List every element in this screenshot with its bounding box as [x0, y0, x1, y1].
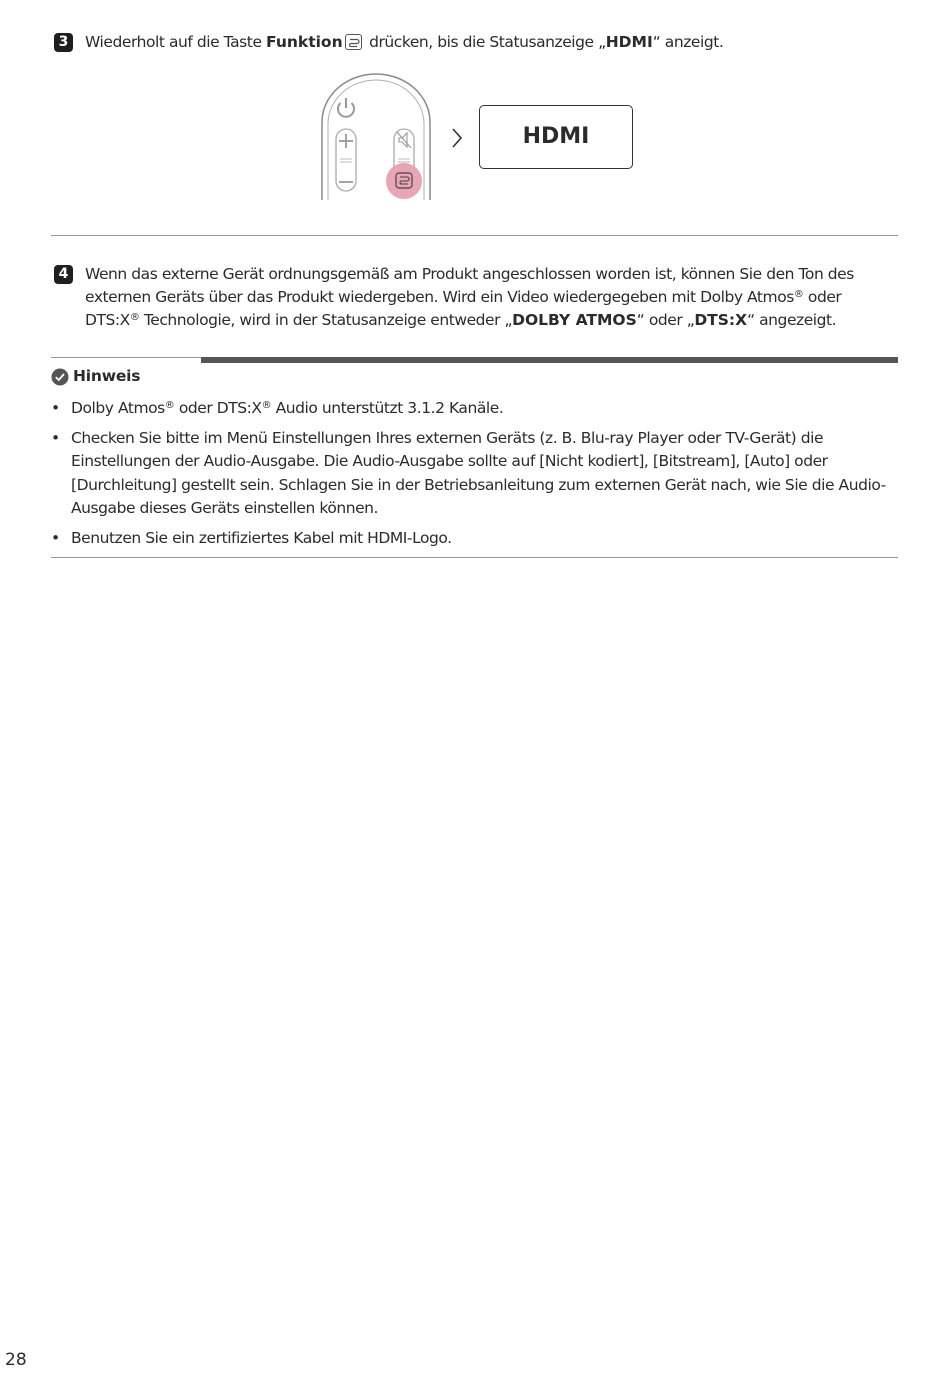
dtsx-label: DTS:X [694, 311, 748, 329]
step-4-line-3-b: Technologie, wird in der Statusanzeige entweder „ [139, 311, 513, 329]
registered-mark: ® [793, 289, 804, 300]
mute-icon [397, 132, 411, 148]
page-number: 28 [5, 1350, 27, 1370]
step-4-line-2-a: externen Geräts über das Produkt wiedergeben. Wird ein Video wiedergegeben mit Dolby Atmos [85, 288, 794, 306]
step-4-line-2-b: oder [803, 288, 842, 306]
bullet: • [51, 399, 60, 417]
note-item-2 [51, 427, 901, 520]
note-item-1-a: Dolby Atmos [71, 399, 165, 417]
note-rule-thick [201, 357, 898, 363]
note-item-2-line-3: [Durchleitung] gestellt sein. Schlagen Sie in der Betriebsanleitung zum externen Gerät nach, wie Sie die Audio- [71, 475, 886, 494]
step-4-line-3-a: DTS:X [85, 311, 130, 329]
chevron-right-icon [450, 127, 464, 149]
step-4-line-3-d: “ angezeigt. [747, 311, 837, 329]
step-4-line-3 [85, 309, 900, 332]
note-rule-thin [51, 357, 201, 358]
note-item-2-line-4: Ausgabe dieses Geräts einstellen können. [71, 498, 379, 517]
bullet: • [51, 429, 60, 448]
registered-mark: ® [129, 312, 140, 323]
note-title: Hinweis [73, 367, 141, 385]
status-display-hdmi: HDMI [479, 105, 633, 169]
step-4-line-2 [85, 286, 900, 309]
step-3-text [85, 31, 723, 54]
note-item-2-line-1: Checken Sie bitte im Menü Einstellungen Ihres externen Geräts (z. B. Blu-ray Player oder TV-Gerät) die [71, 429, 824, 448]
registered-mark: ® [164, 400, 175, 411]
function-input-icon [345, 34, 362, 50]
section-divider [51, 235, 898, 236]
function-key-label: Funktion [266, 33, 343, 51]
note-item-1-c: Audio unterstützt 3.1.2 Kanäle. [271, 399, 504, 417]
note-item-2-line-2: Einstellungen der Audio-Ausgabe. Die Audio-Ausgabe sollte auf [Nicht kodiert], [Bitstream], [Auto] oder [71, 452, 828, 471]
dolby-atmos-label: DOLBY ATMOS [512, 311, 637, 329]
note-item-1 [51, 397, 901, 420]
note-item-3 [51, 527, 901, 550]
step-3-text-a: Wiederholt auf die Taste [85, 33, 267, 51]
bullet: • [51, 529, 60, 548]
power-icon [338, 98, 354, 117]
check-circle-icon [51, 368, 69, 386]
note-list [51, 397, 901, 557]
step-4-line-1: Wenn das externe Gerät ordnungsgemäß am Produkt angeschlossen worden ist, können Sie den Ton des [85, 265, 854, 283]
remote-control-illustration [318, 72, 434, 202]
note-item-1-b: oder DTS:X [174, 399, 262, 417]
registered-mark: ® [261, 400, 272, 411]
step-3-number: 3 [54, 33, 73, 52]
step-4-line-3-c: “ oder „ [636, 311, 695, 329]
step-4-number: 4 [54, 265, 73, 284]
step-3-text-b: drücken, bis die Statusanzeige „ [364, 33, 606, 51]
step-3-text-c: “ anzeigt. [652, 33, 724, 51]
note-bottom-rule [51, 557, 898, 558]
step-4-text [85, 263, 900, 332]
note-item-3-text: Benutzen Sie ein zertifiziertes Kabel mit HDMI-Logo. [71, 529, 452, 548]
step-3-hdmi-label: HDMI [605, 33, 653, 51]
